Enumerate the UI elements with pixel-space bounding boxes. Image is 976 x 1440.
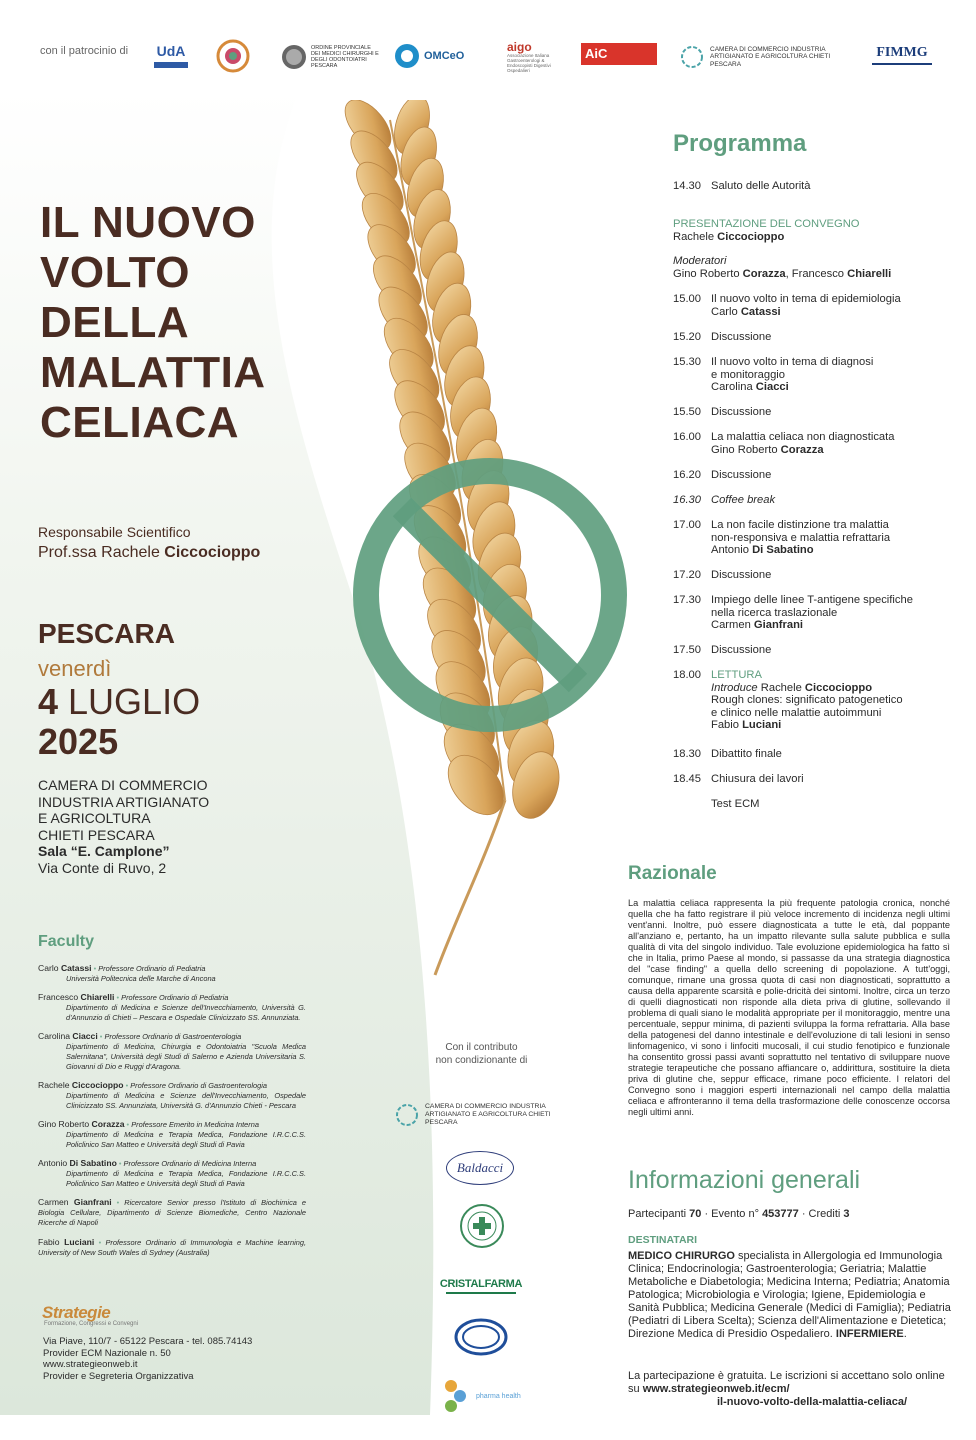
faculty-member: Carmen Gianfrani • Ricercatore Senior presso l'Istituto di Biochimica e Biologia Cellulare, Dipartimento di Scienze Biomediche, Centro Nazionale Ricerche di Napoli [38, 1197, 306, 1227]
organizer-role: Provider e Segreteria Organizzativa [43, 1370, 194, 1382]
omceo-pescara-logo: ORDINE PROVINCIALE DEI MEDICI CHIRURGHI E DEGLI ODONTOIATRI PESCARA [281, 40, 381, 74]
program-item: 15.50 Discussione [673, 406, 772, 418]
program-title: Programma [673, 130, 807, 157]
lecture-label: LETTURA [711, 669, 762, 681]
venue-line: INDUSTRIA ARTIGIANATO [38, 793, 210, 810]
info-title: Informazioni generali [628, 1166, 861, 1194]
sponsor-cca-logo [454, 1318, 508, 1356]
venue-room: Sala “E. Camplone” [38, 843, 170, 859]
responsible-label: Responsabile Scientifico [38, 524, 191, 540]
program-item: 18.30 Dibattito finale [673, 748, 782, 760]
venue-address: Via Conte di Ruvo, 2 [38, 859, 167, 876]
presentation-label: PRESENTAZIONE DEL CONVEGNO [673, 218, 860, 230]
cca-emblem-icon [454, 1318, 508, 1356]
caduceus-icon [281, 44, 307, 70]
event-venue [38, 777, 209, 876]
event-date [38, 681, 200, 723]
date-number: 4 [38, 681, 59, 722]
sponsor-lpc-logo: pharma health [444, 1378, 524, 1414]
date-month: LUGLIO [58, 681, 201, 722]
pharmacy-seal-icon [459, 1203, 505, 1249]
organizer-provider: Provider ECM Nazionale n. 50 [43, 1347, 171, 1359]
uda-logo: UdA [150, 38, 192, 74]
aigo-logo: aigo Associazione Italiana Gastroenterologi & Endoscopisti Digestivi Ospedalieri [507, 39, 551, 73]
strategie-logo: Strategie [42, 1303, 111, 1322]
faculty-member: Fabio Luciani • Professore Ordinario di Immunologia e Machine learning, University of New South Wales di Sydney (Australia) [38, 1237, 306, 1257]
event-day: venerdì [38, 656, 112, 681]
aic-logo: AiC [581, 43, 657, 65]
title-line: VOLTO [40, 248, 190, 297]
chamber-emblem-icon [395, 1103, 419, 1127]
contribution-line: Con il contributo [445, 1042, 518, 1053]
sponsor-pharmacy-logo [459, 1203, 505, 1249]
title-line: CELIACA [40, 398, 240, 447]
omceo-emblem-icon [394, 43, 420, 69]
event-title [40, 198, 340, 448]
program-item-lecture: 18.00 LETTURA Introduce Rachele Ciccocioppo Rough clones: significato patogenetico e clinico nelle malattie autoimmuni Fabio Luciani [673, 669, 963, 732]
program-item: 17.30 Impiego delle linee T-antigene specifiche nella ricerca traslazionale Carmen Gianfrani [673, 594, 913, 632]
sponsor-cristalfarma-logo: CRISTALFARMA [441, 1272, 521, 1300]
organizer-website-link[interactable]: www.strategieonweb.it [43, 1359, 138, 1370]
venue-line: CHIETI PESCARA [38, 826, 155, 843]
registration-link-continued[interactable]: il-nuovo-volto-della-malattia-celiaca/ [717, 1396, 908, 1408]
prohibition-sign-icon [345, 450, 635, 740]
responsible-name [38, 544, 260, 562]
sponsor-baldacci-logo: Baldacci [446, 1151, 514, 1185]
program-moderators: Moderatori Gino Roberto Corazza, Francesco Chiarelli [673, 255, 892, 280]
title-line: DELLA [40, 298, 190, 347]
program-item: 15.20 Discussione [673, 331, 772, 343]
registration-text: La partecipazione è gratuita. Le iscrizioni si accettano solo online su www.strategieonweb.it/ecm/ il-nuovo-volto-della-malattia-celiaca/ [628, 1370, 945, 1408]
patronage-label: con il patrocinio di [40, 45, 129, 57]
venue-line: E AGRICOLTURA [38, 810, 151, 826]
program-item: 17.20 Discussione [673, 569, 772, 581]
program-item: 15.00 Il nuovo volto in tema di epidemiologia Carlo Catassi [673, 293, 901, 318]
program-item: 14.30 Saluto delle Autorità [673, 180, 811, 192]
faculty-member: Carlo Catassi • Professore Ordinario di Pediatria Università Politecnica delle Marche di Ancona [38, 963, 216, 983]
program-item: 17.00 La non facile distinzione tra malattia non-responsiva e malattia refrattaria Antonio Di Sabatino [673, 519, 891, 557]
faculty-title: Faculty [38, 933, 95, 950]
venue-line: CAMERA DI COMMERCIO [38, 777, 208, 793]
program-item: 16.00 La malattia celiaca non diagnosticata Gino Roberto Corazza [673, 431, 895, 456]
faculty-member: Francesco Chiarelli • Professore Ordinario di Pediatria Dipartimento di Medicina e Scienze dell'Invecchiamento, Università G. d'Annunzio di Chieti – Pescara e Ospedale Clinicizzato SS. Annunziata. [38, 992, 306, 1022]
sponsor-camera-commercio-logo: CAMERA DI COMMERCIO INDUSTRIA ARTIGIANATO E AGRICOLTURA CHIETI PESCARA [395, 1100, 575, 1130]
program-item: 16.30 Coffee break [673, 494, 776, 506]
camera-commercio-logo: CAMERA DI COMMERCIO INDUSTRIA ARTIGIANATO E AGRICOLTURA CHIETI PESCARA [680, 42, 850, 72]
omceo-logo: OMCeO [394, 40, 476, 72]
strategie-tagline: Formazione, Congressi e Convegni [44, 1321, 139, 1327]
fimmg-logo: FIMMG [870, 38, 934, 72]
program-item: 16.20 Discussione [673, 469, 772, 481]
program-presentation: PRESENTAZIONE DEL CONVEGNO Rachele Ciccocioppo [673, 218, 963, 243]
registration-link[interactable]: www.strategieonweb.it/ecm/ [642, 1383, 790, 1395]
organizer-address: Via Piave, 110/7 - 65122 Pescara - tel. 085.74143 [43, 1336, 253, 1347]
event-city: PESCARA [38, 618, 175, 649]
faculty-member: Carolina Ciacci • Professore Ordinario di Gastroenterologia Dipartimento di Medicina, Chirurgia e Odontoiatria "Scuola Medica Salernitana", Università degli Studi di Salerno e Azienda Universitaria S. Giovanni di Dio e Ruggi d'Aragona. [38, 1031, 306, 1071]
program-item: 18.45 Chiusura dei lavori [673, 773, 804, 785]
moderators-label: Moderatori [673, 255, 727, 267]
program-item: Test ECM [711, 798, 760, 810]
rationale-title: Razionale [628, 863, 717, 884]
recipients-label: DESTINATARI [628, 1234, 698, 1246]
faculty-member: Antonio Di Sabatino • Professore Ordinario di Medicina Interna Dipartimento di Medicina e Terapia Medica, Fondazione I.R.C.C.S. Policlinico San Matteo e Università degli Studi di Pavia [38, 1158, 306, 1188]
acc-emblem-icon [215, 38, 251, 74]
title-line: MALATTIA [40, 348, 266, 397]
acc-logo [213, 36, 253, 76]
info-summary: Partecipanti 70 · Evento n° 453777 · Crediti 3 [628, 1208, 850, 1220]
contribution-line: non condizionante di [435, 1054, 528, 1066]
title-line: IL NUOVO [40, 198, 256, 247]
faculty-member: Rachele Ciccocioppo • Professore Ordinario di Gastroenterologia Dipartimento di Medicina e Scienze dell'Invecchiamento, Ospedale Clinicizzato SS. Annunziata, Università G. d'Annunzio Chieti - Pescara [38, 1080, 306, 1110]
chamber-emblem-icon [680, 45, 704, 69]
event-year: 2025 [38, 721, 119, 762]
organizer-info [43, 1336, 252, 1382]
recipients-text: MEDICO CHIRURGO specialista in Allergologia ed Immunologia Clinica; Endocrinologia; Gastroenterologia; Geriatria; Malattie Metaboliche e Diabetologia; Medicina Interna; Pediatria; Anatomia Patologica; Microbiologia e Virologia; Igiene, Epidemiologia e Sanità Pubblica; Medicina Generale (Medici di Famiglia); Pediatria (Pediatri di Libera Scelta); Scienza dell'Alimentazione e Dietetica; Direzione Medica di Presidio Ospedaliero. INFERMIERE. [628, 1250, 951, 1340]
responsible-prefix: Prof.ssa Rachele [38, 544, 165, 561]
rationale-text: La malattia celiaca rappresenta la più frequente patologia cronica, nonché quella che ha fatto registrare il più veloce incremento di incidenza negli ultimi vent'anni. Inoltre, può essere diagnosticata a tutte le età, dal poppante all'anziano e, pertanto, ha un impatto rilevante sulla salute pubblica e sulla qualità di vita del singolo individuo. Tale evoluzione epidemiologica ha fatto sì che in Italia, primo Paese al mondo, si passasse da una strategia diagnostica del "case finding" a quella dello screening di popolazione. A tutt'oggi, comunque, rimane una grossa quota di casi non diagnosticati, soprattutto a causa della apparente scarsità e polie-dricità dei sintomi. Inoltre, circa un terzo di quelli diagnosticati non risponde alla dieta priva di glutine, sollevando il problema di quali siano le modalità appropriate per il monitoraggio, mentre una percentuale, seppur minima, di pazienti sviluppa la forma refrattaria. Alla base della patogenesi del danno intestinale e dell'evoluzione di tali lesioni in senso linfomagenico, vi sono i linfociti mucosali, il cui studio fenotipico e funzionale ha consentito grossi passi avanti soprattutto nel tentativo di sviluppare nuove strategie terapeutiche che possano affiancare o, addirittura, sostituire la dieta priva di glutine che, seppur efficace, rimane poco efficiente. I relatori del Convegno sono i maggiori esperti internazionali nel campo della malattia celiaca e affronteranno il tema della trasformazione delle conoscenze occorsa negli ultimi anni. [628, 898, 950, 1117]
lpc-letters-icon [444, 1378, 474, 1414]
responsible-surname: Ciccocioppo [164, 544, 261, 561]
program-item: 17.50 Discussione [673, 644, 772, 656]
faculty-member: Gino Roberto Corazza • Professore Emerito in Medicina Interna Dipartimento di Medicina e Terapia Medica, Fondazione I.R.C.C.S. Policlinico San Matteo e Università degli Studi di Pavia [38, 1119, 306, 1149]
contribution-label [424, 1042, 539, 1067]
program-item: 15.30 Il nuovo volto in tema di diagnosi e monitoraggio Carolina Ciacci [673, 356, 874, 394]
